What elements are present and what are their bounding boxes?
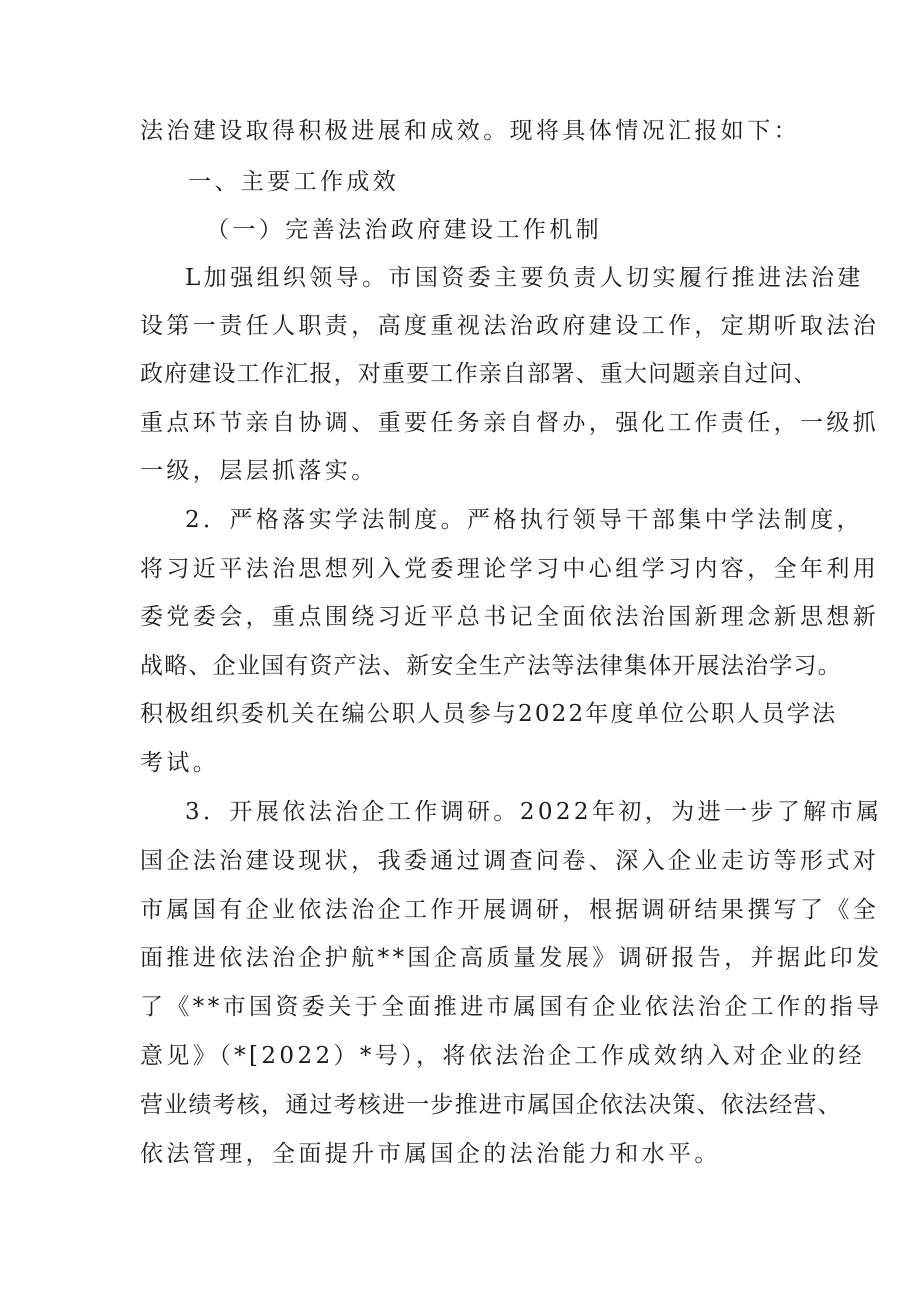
- text-line-15: 3．开展依法治企工作调研。2022年初，为进一步了解市属: [185, 799, 883, 825]
- text-line-12: 战略、企业国有资产法、新安全生产法等法律集体开展法治学习。: [140, 653, 842, 679]
- text-line-13: 积极组织委机关在编公职人员参与2022年度单位公职人员学法: [140, 701, 838, 727]
- text-line-14: 考试。: [140, 750, 220, 776]
- text-line-19: 了《**市国资委关于全面推进市属国有企业依法治企工作的指导: [140, 994, 883, 1020]
- text-line-16: 国企法治建设现状，我委通过调查问卷、深入企业走访等形式对: [140, 848, 880, 874]
- text-line-21: 营业绩考核，通过考核进一步推进市属国企依法决策、依法经营、: [140, 1092, 842, 1118]
- text-line-5: 设第一责任人职责，高度重视法治政府建设工作，定期听取法治: [140, 313, 880, 339]
- subsection-heading-1: （一）完善法治政府建设工作机制: [206, 217, 602, 243]
- text-line-7: 重点环节亲自协调、重要任务亲自督办，强化工作责任，一级抓: [140, 410, 880, 436]
- text-line-18: 面推进依法治企护航**国企高质量发展》调研报告，并据此印发: [140, 945, 883, 971]
- text-line-4: L加强组织领导。市国资委主要负责人切实履行推进法治建: [185, 265, 864, 291]
- text-line-11: 委党委会，重点围绕习近平总书记全面依法治国新理念新思想新: [140, 604, 880, 630]
- section-heading-1: 一、主要工作成效: [188, 169, 400, 195]
- text-line-8: 一级，层层抓落实。: [140, 458, 378, 484]
- text-line-17: 市属国有企业依法治企工作开展调研，根据调研结果撰写了《全: [140, 897, 880, 923]
- text-line-22: 依法管理，全面提升市属国企的法治能力和水平。: [140, 1141, 721, 1167]
- text-line-10: 将习近平法治思想列入党委理论学习中心组学习内容，全年利用: [140, 556, 880, 582]
- text-line-6: 政府建设工作汇报，对重要工作亲自部署、重大问题亲自过问、: [140, 361, 818, 387]
- text-line-20: 意见》（*[2022）*号），将依法治企工作成效纳入对企业的经: [140, 1043, 865, 1069]
- text-line-1: 法治建设取得积极进展和成效。现将具体情况汇报如下：: [140, 118, 800, 144]
- text-line-9: 2．严格落实学法制度。严格执行领导干部集中学法制度，: [185, 507, 864, 533]
